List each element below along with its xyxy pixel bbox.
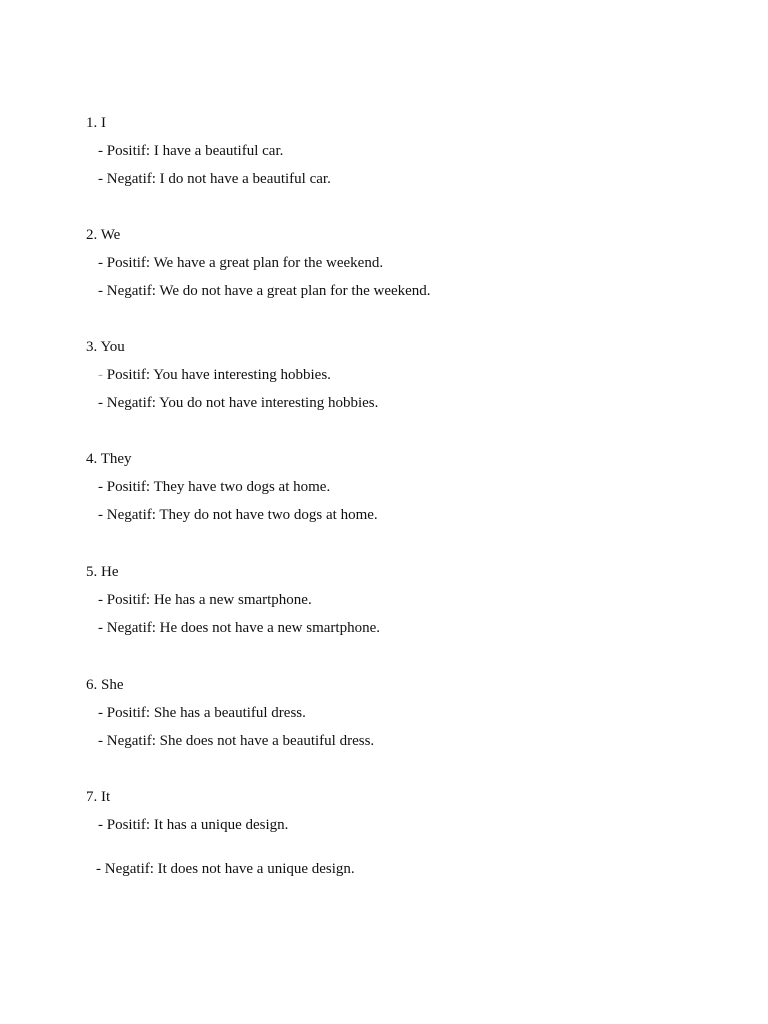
- positive-sentence: [98, 366, 726, 384]
- positive-sentence: [98, 254, 726, 272]
- dash: -: [98, 171, 107, 187]
- negative-sentence: [98, 282, 726, 300]
- positive-sentence: [98, 704, 726, 722]
- negative-text: Negatif: I do not have a beautiful car.: [106, 171, 331, 187]
- dash: -: [98, 592, 107, 608]
- positive-text: Positif: You have interesting hobbies.: [106, 367, 331, 383]
- entry-heading: 1. I: [86, 115, 106, 131]
- dash: -: [98, 395, 107, 411]
- dash: -: [96, 861, 105, 877]
- positive-text: Positif: She has a beautiful dress.: [106, 705, 306, 721]
- dash: -: [98, 255, 107, 271]
- entry-pronoun-i: [86, 114, 726, 188]
- positive-text: Positif: I have a beautiful car.: [106, 143, 284, 159]
- dash: -: [98, 817, 107, 833]
- entry-pronoun-he: [86, 563, 726, 637]
- positive-sentence: [98, 142, 726, 160]
- entry-heading: 2. We: [86, 227, 121, 243]
- positive-text: Positif: We have a great plan for the weekend.: [106, 255, 384, 271]
- positive-text: Positif: He has a new smartphone.: [106, 592, 312, 608]
- entry-heading: 4. They: [86, 451, 132, 467]
- negative-text: Negatif: They do not have two dogs at home.: [106, 507, 378, 523]
- dash: -: [98, 283, 107, 299]
- dash: -: [98, 143, 107, 159]
- dash: -: [98, 367, 107, 383]
- positive-sentence: [98, 478, 726, 496]
- positive-text: Positif: They have two dogs at home.: [106, 479, 331, 495]
- dash: -: [98, 733, 107, 749]
- positive-sentence: [98, 816, 726, 834]
- negative-sentence: [98, 170, 726, 188]
- dash: -: [98, 620, 107, 636]
- positive-sentence: [98, 591, 726, 609]
- dash: -: [98, 705, 107, 721]
- negative-sentence: [98, 732, 726, 750]
- entry-pronoun-it: [86, 788, 726, 878]
- entry-heading: 7. It: [86, 789, 111, 805]
- negative-text: Negatif: It does not have a unique design.: [104, 861, 355, 877]
- positive-text: Positif: It has a unique design.: [106, 817, 289, 833]
- negative-text: Negatif: You do not have interesting hobbies.: [106, 395, 379, 411]
- negative-text: Negatif: She does not have a beautiful dress.: [106, 733, 375, 749]
- negative-sentence: [96, 860, 726, 878]
- entry-heading: 3. You: [86, 339, 125, 355]
- negative-sentence: [98, 506, 726, 524]
- negative-text: Negatif: He does not have a new smartphone.: [106, 620, 380, 636]
- dash: -: [98, 479, 107, 495]
- entry-pronoun-we: [86, 226, 726, 300]
- negative-sentence: [98, 394, 726, 412]
- entry-pronoun-she: [86, 676, 726, 750]
- entry-pronoun-you: [86, 338, 726, 412]
- negative-text: Negatif: We do not have a great plan for the weekend.: [106, 283, 431, 299]
- entry-heading: 6. She: [86, 677, 124, 693]
- dash: -: [98, 507, 107, 523]
- negative-sentence: [98, 619, 726, 637]
- entry-heading: 5. He: [86, 564, 119, 580]
- entry-pronoun-they: [86, 450, 726, 524]
